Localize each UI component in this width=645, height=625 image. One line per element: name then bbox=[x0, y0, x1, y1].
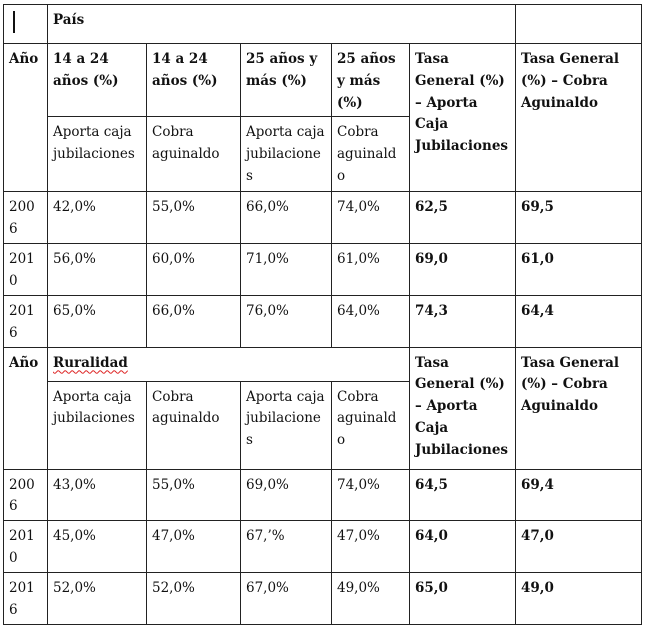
header-row bbox=[4, 43, 642, 117]
sub-header: Aporta caja jubilaciones bbox=[48, 117, 147, 192]
sub-header: Aporta caja jubilaciones bbox=[48, 381, 147, 469]
group-label-ruralidad bbox=[48, 347, 410, 381]
value-cell: 43,0% bbox=[48, 469, 147, 521]
value-cell: 56,0% bbox=[48, 244, 147, 296]
table-row bbox=[4, 192, 642, 244]
tasa-value-cell: 69,5 bbox=[516, 192, 642, 244]
value-cell: 71,0% bbox=[241, 244, 332, 296]
anio-header: Año bbox=[4, 347, 48, 469]
tasa-value-cell: 65,0 bbox=[410, 573, 516, 625]
value-cell: 55,0% bbox=[147, 192, 241, 244]
year-cell: 2006 bbox=[4, 192, 48, 244]
value-cell: 69,0% bbox=[241, 469, 332, 521]
tasa-value-cell: 69,4 bbox=[516, 469, 642, 521]
value-cell: 74,0% bbox=[332, 469, 410, 521]
header-row bbox=[4, 347, 642, 381]
tasa-header: Tasa General (%) – Cobra Aguinaldo bbox=[516, 347, 642, 469]
sub-header: Cobra aguinaldo bbox=[332, 381, 410, 469]
value-cell: 66,0% bbox=[147, 295, 241, 347]
value-cell: 64,0% bbox=[332, 295, 410, 347]
value-cell: 61,0% bbox=[332, 244, 410, 296]
sub-header: Cobra aguinaldo bbox=[332, 117, 410, 192]
value-cell: 47,0% bbox=[332, 521, 410, 573]
spellcheck-word: Ruralidad bbox=[53, 354, 128, 371]
text-cursor bbox=[13, 11, 15, 33]
anio-header: Año bbox=[4, 43, 48, 192]
age-header: 25 años y más (%) bbox=[332, 43, 410, 117]
table-row bbox=[4, 244, 642, 296]
tasa-value-cell: 69,0 bbox=[410, 244, 516, 296]
tasa-header: Tasa General (%) – Aporta Caja Jubilaciones bbox=[410, 43, 516, 192]
value-cell: 67,’% bbox=[241, 521, 332, 573]
empty-cell bbox=[516, 5, 642, 44]
tasa-value-cell: 62,5 bbox=[410, 192, 516, 244]
year-cell: 2016 bbox=[4, 295, 48, 347]
value-cell: 47,0% bbox=[147, 521, 241, 573]
tasa-header: Tasa General (%) – Cobra Aguinaldo bbox=[516, 43, 642, 192]
group-label-pais: País bbox=[48, 5, 516, 44]
year-cell: 2010 bbox=[4, 521, 48, 573]
corner-cell[interactable] bbox=[4, 5, 48, 44]
data-table bbox=[3, 4, 642, 625]
value-cell: 74,0% bbox=[332, 192, 410, 244]
year-cell: 2010 bbox=[4, 244, 48, 296]
value-cell: 67,0% bbox=[241, 573, 332, 625]
table-row bbox=[4, 295, 642, 347]
tasa-value-cell: 74,3 bbox=[410, 295, 516, 347]
table-row bbox=[4, 521, 642, 573]
age-header: 14 a 24 años (%) bbox=[48, 43, 147, 117]
value-cell: 52,0% bbox=[48, 573, 147, 625]
sub-header: Cobra aguinaldo bbox=[147, 381, 241, 469]
tasa-value-cell: 49,0 bbox=[516, 573, 642, 625]
value-cell: 60,0% bbox=[147, 244, 241, 296]
table-row bbox=[4, 469, 642, 521]
year-cell: 2016 bbox=[4, 573, 48, 625]
value-cell: 76,0% bbox=[241, 295, 332, 347]
value-cell: 42,0% bbox=[48, 192, 147, 244]
tasa-value-cell: 47,0 bbox=[516, 521, 642, 573]
sub-header: Aporta caja jubilaciones bbox=[241, 381, 332, 469]
value-cell: 66,0% bbox=[241, 192, 332, 244]
tasa-value-cell: 64,0 bbox=[410, 521, 516, 573]
tasa-header: Tasa General (%) – Aporta Caja Jubilaciones bbox=[410, 347, 516, 469]
table-row bbox=[4, 573, 642, 625]
tasa-value-cell: 64,4 bbox=[516, 295, 642, 347]
sub-header: Cobra aguinaldo bbox=[147, 117, 241, 192]
value-cell: 55,0% bbox=[147, 469, 241, 521]
value-cell: 45,0% bbox=[48, 521, 147, 573]
tasa-value-cell: 61,0 bbox=[516, 244, 642, 296]
value-cell: 49,0% bbox=[332, 573, 410, 625]
table-title-row bbox=[4, 5, 642, 44]
year-cell: 2006 bbox=[4, 469, 48, 521]
age-header: 14 a 24 años (%) bbox=[147, 43, 241, 117]
value-cell: 52,0% bbox=[147, 573, 241, 625]
sub-header: Aporta caja jubilaciones bbox=[241, 117, 332, 192]
value-cell: 65,0% bbox=[48, 295, 147, 347]
age-header: 25 años y más (%) bbox=[241, 43, 332, 117]
tasa-value-cell: 64,5 bbox=[410, 469, 516, 521]
